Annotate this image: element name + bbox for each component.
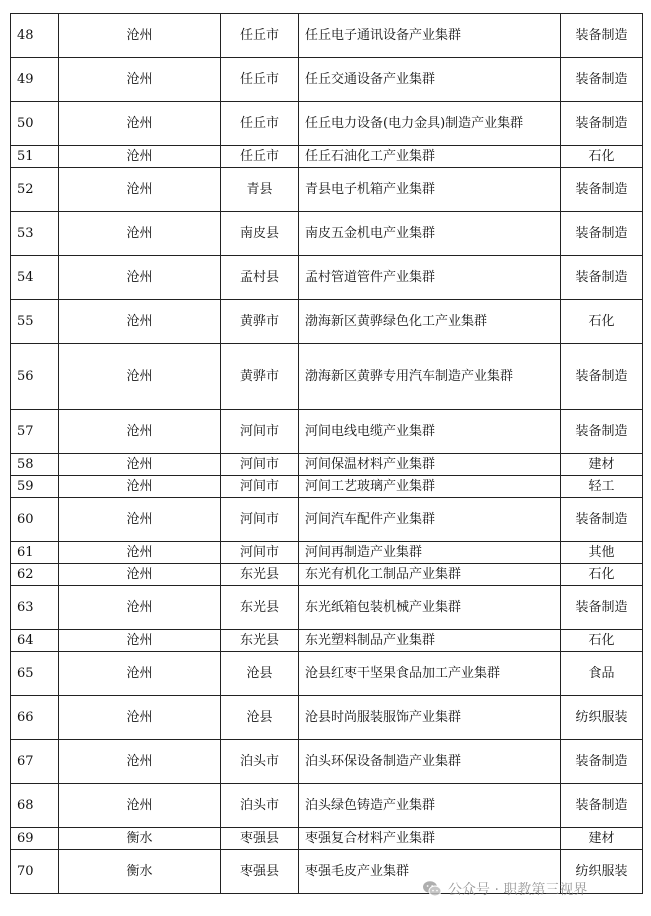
industry-cell: 装备制造 xyxy=(561,498,643,542)
industry-cell: 石化 xyxy=(561,146,643,168)
county-cell: 任丘市 xyxy=(221,14,299,58)
city-cell: 沧州 xyxy=(59,498,221,542)
cluster-name-cell: 河间汽车配件产业集群 xyxy=(299,498,561,542)
row-number: 66 xyxy=(11,696,59,740)
row-number: 70 xyxy=(11,850,59,894)
city-cell: 沧州 xyxy=(59,58,221,102)
county-cell: 孟村县 xyxy=(221,256,299,300)
cluster-name-cell: 东光塑料制品产业集群 xyxy=(299,630,561,652)
county-cell: 南皮县 xyxy=(221,212,299,256)
industry-cell: 装备制造 xyxy=(561,784,643,828)
county-cell: 任丘市 xyxy=(221,58,299,102)
county-cell: 任丘市 xyxy=(221,102,299,146)
row-number: 69 xyxy=(11,828,59,850)
cluster-name-cell: 枣强复合材料产业集群 xyxy=(299,828,561,850)
cluster-name-cell: 任丘石油化工产业集群 xyxy=(299,146,561,168)
county-cell: 黄骅市 xyxy=(221,300,299,344)
city-cell: 沧州 xyxy=(59,256,221,300)
cluster-name-cell: 南皮五金机电产业集群 xyxy=(299,212,561,256)
row-number: 64 xyxy=(11,630,59,652)
table-row xyxy=(11,828,643,850)
table-row xyxy=(11,146,643,168)
row-number: 67 xyxy=(11,740,59,784)
table-row xyxy=(11,630,643,652)
city-cell: 沧州 xyxy=(59,146,221,168)
watermark-text: 公众号 · 职教第三视界 xyxy=(448,882,588,898)
cluster-name-cell: 枣强毛皮产业集群 xyxy=(299,850,561,894)
row-number: 55 xyxy=(11,300,59,344)
county-cell: 黄骅市 xyxy=(221,344,299,410)
city-cell: 沧州 xyxy=(59,344,221,410)
county-cell: 沧县 xyxy=(221,652,299,696)
county-cell: 河间市 xyxy=(221,542,299,564)
city-cell: 沧州 xyxy=(59,696,221,740)
row-number: 50 xyxy=(11,102,59,146)
city-cell: 沧州 xyxy=(59,102,221,146)
county-cell: 河间市 xyxy=(221,454,299,476)
industry-cell: 装备制造 xyxy=(561,58,643,102)
cluster-name-cell: 渤海新区黄骅专用汽车制造产业集群 xyxy=(299,344,561,410)
county-cell: 泊头市 xyxy=(221,784,299,828)
row-number: 52 xyxy=(11,168,59,212)
industry-cell: 石化 xyxy=(561,630,643,652)
cluster-name-cell: 东光有机化工制品产业集群 xyxy=(299,564,561,586)
city-cell: 沧州 xyxy=(59,652,221,696)
table-row xyxy=(11,564,643,586)
city-cell: 沧州 xyxy=(59,564,221,586)
table-row xyxy=(11,652,643,696)
row-number: 48 xyxy=(11,14,59,58)
city-cell: 沧州 xyxy=(59,300,221,344)
table-row xyxy=(11,740,643,784)
table-row xyxy=(11,586,643,630)
city-cell: 沧州 xyxy=(59,410,221,454)
table-row xyxy=(11,454,643,476)
city-cell: 沧州 xyxy=(59,476,221,498)
row-number: 62 xyxy=(11,564,59,586)
county-cell: 东光县 xyxy=(221,630,299,652)
table-row xyxy=(11,784,643,828)
city-cell: 沧州 xyxy=(59,454,221,476)
industry-cell: 装备制造 xyxy=(561,740,643,784)
city-cell: 沧州 xyxy=(59,14,221,58)
county-cell: 沧县 xyxy=(221,696,299,740)
city-cell: 沧州 xyxy=(59,212,221,256)
cluster-name-cell: 任丘电子通讯设备产业集群 xyxy=(299,14,561,58)
industry-cell: 装备制造 xyxy=(561,586,643,630)
cluster-name-cell: 任丘交通设备产业集群 xyxy=(299,58,561,102)
table-row xyxy=(11,58,643,102)
cluster-name-cell: 河间电线电缆产业集群 xyxy=(299,410,561,454)
county-cell: 东光县 xyxy=(221,586,299,630)
row-number: 59 xyxy=(11,476,59,498)
industry-cell: 装备制造 xyxy=(561,14,643,58)
industry-cell: 装备制造 xyxy=(561,212,643,256)
industry-cell: 纺织服装 xyxy=(561,850,643,894)
industry-cell: 建材 xyxy=(561,454,643,476)
cluster-name-cell: 沧县红枣干坚果食品加工产业集群 xyxy=(299,652,561,696)
cluster-name-cell: 渤海新区黄骅绿色化工产业集群 xyxy=(299,300,561,344)
industry-cell: 石化 xyxy=(561,300,643,344)
industry-cell: 纺织服装 xyxy=(561,696,643,740)
industry-cell: 轻工 xyxy=(561,476,643,498)
row-number: 61 xyxy=(11,542,59,564)
city-cell: 衡水 xyxy=(59,850,221,894)
industry-cell: 装备制造 xyxy=(561,410,643,454)
row-number: 65 xyxy=(11,652,59,696)
industry-cell: 石化 xyxy=(561,564,643,586)
table-row xyxy=(11,542,643,564)
county-cell: 河间市 xyxy=(221,410,299,454)
cluster-name-cell: 河间再制造产业集群 xyxy=(299,542,561,564)
table-row xyxy=(11,300,643,344)
table-body xyxy=(11,14,643,894)
city-cell: 沧州 xyxy=(59,542,221,564)
cluster-name-cell: 任丘电力设备(电力金具)制造产业集群 xyxy=(299,102,561,146)
county-cell: 枣强县 xyxy=(221,828,299,850)
cluster-name-cell: 泊头绿色铸造产业集群 xyxy=(299,784,561,828)
county-cell: 河间市 xyxy=(221,498,299,542)
county-cell: 青县 xyxy=(221,168,299,212)
table-row xyxy=(11,102,643,146)
cluster-name-cell: 青县电子机箱产业集群 xyxy=(299,168,561,212)
county-cell: 枣强县 xyxy=(221,850,299,894)
industry-cell: 装备制造 xyxy=(561,256,643,300)
county-cell: 东光县 xyxy=(221,564,299,586)
city-cell: 沧州 xyxy=(59,784,221,828)
row-number: 53 xyxy=(11,212,59,256)
cluster-name-cell: 东光纸箱包装机械产业集群 xyxy=(299,586,561,630)
row-number: 56 xyxy=(11,344,59,410)
industry-cell: 建材 xyxy=(561,828,643,850)
row-number: 60 xyxy=(11,498,59,542)
table-row xyxy=(11,344,643,410)
industry-cell: 装备制造 xyxy=(561,344,643,410)
industry-cell: 装备制造 xyxy=(561,168,643,212)
city-cell: 沧州 xyxy=(59,630,221,652)
cluster-name-cell: 孟村管道管件产业集群 xyxy=(299,256,561,300)
city-cell: 沧州 xyxy=(59,168,221,212)
table-row xyxy=(11,14,643,58)
table-row xyxy=(11,410,643,454)
row-number: 57 xyxy=(11,410,59,454)
row-number: 63 xyxy=(11,586,59,630)
county-cell: 河间市 xyxy=(221,476,299,498)
row-number: 58 xyxy=(11,454,59,476)
county-cell: 任丘市 xyxy=(221,146,299,168)
industry-cell: 食品 xyxy=(561,652,643,696)
cluster-name-cell: 沧县时尚服装服饰产业集群 xyxy=(299,696,561,740)
city-cell: 沧州 xyxy=(59,740,221,784)
cluster-name-cell: 泊头环保设备制造产业集群 xyxy=(299,740,561,784)
table-row xyxy=(11,168,643,212)
watermark xyxy=(422,878,587,900)
table-row xyxy=(11,498,643,542)
row-number: 49 xyxy=(11,58,59,102)
wechat-icon xyxy=(422,880,442,898)
table-row xyxy=(11,476,643,498)
row-number: 68 xyxy=(11,784,59,828)
industry-cell: 装备制造 xyxy=(561,102,643,146)
table-row xyxy=(11,212,643,256)
cluster-table xyxy=(10,13,643,894)
industry-cell: 其他 xyxy=(561,542,643,564)
city-cell: 沧州 xyxy=(59,586,221,630)
cluster-name-cell: 河间工艺玻璃产业集群 xyxy=(299,476,561,498)
cluster-name-cell: 河间保温材料产业集群 xyxy=(299,454,561,476)
row-number: 51 xyxy=(11,146,59,168)
city-cell: 衡水 xyxy=(59,828,221,850)
table-row xyxy=(11,696,643,740)
county-cell: 泊头市 xyxy=(221,740,299,784)
row-number: 54 xyxy=(11,256,59,300)
table-row xyxy=(11,256,643,300)
